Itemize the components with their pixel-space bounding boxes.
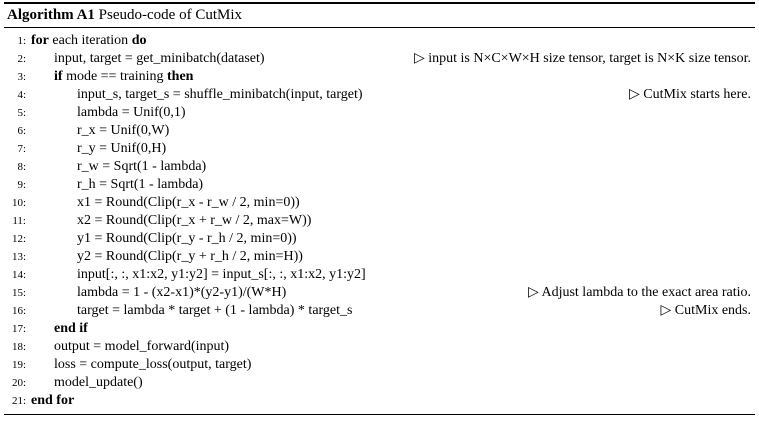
- line-number: 4:: [17, 89, 26, 101]
- code-line: [4, 356, 755, 374]
- code-text: [54, 338, 229, 356]
- statement: r_w = Sqrt(1 - lambda): [77, 159, 207, 174]
- code-line: [4, 32, 755, 50]
- code-line: [4, 374, 755, 392]
- statement: each iteration: [48, 33, 132, 48]
- statement: input, target = get_minibatch(dataset): [54, 51, 265, 66]
- line-number: 18:: [11, 341, 26, 353]
- line-number: 6:: [17, 125, 26, 137]
- algorithm-title: Pseudo-code of CutMix: [98, 7, 242, 23]
- line-comment: [528, 284, 751, 302]
- code-line: [4, 338, 755, 356]
- statement: r_h = Sqrt(1 - lambda): [77, 177, 204, 192]
- statement: loss = compute_loss(output, target): [54, 357, 252, 372]
- statement: target = lambda * target + (1 - lambda) * target_s: [77, 303, 353, 318]
- algorithm-label: Algorithm A1: [7, 7, 95, 23]
- comment-text: Adjust lambda to the exact area ratio.: [541, 285, 751, 300]
- statement: lambda = Unif(0,1): [77, 105, 186, 120]
- code-line: [4, 104, 755, 122]
- line-number: 15:: [11, 287, 26, 299]
- code-text: [77, 104, 186, 122]
- keyword: do: [131, 33, 147, 48]
- comment-triangle-icon: ▷: [629, 87, 640, 102]
- line-number: 14:: [11, 269, 26, 281]
- line-number: 10:: [11, 197, 26, 209]
- statement: input_s, target_s = shuffle_minibatch(input, target): [77, 87, 363, 102]
- statement: x1 = Round(Clip(r_x - r_w / 2, min=0)): [77, 195, 300, 210]
- comment-text: CutMix ends.: [674, 303, 751, 318]
- line-number: 3:: [17, 71, 26, 83]
- code-line: [4, 122, 755, 140]
- code-line: [4, 194, 755, 212]
- code-text: [54, 68, 193, 86]
- comment-triangle-icon: ▷: [527, 285, 539, 300]
- keyword: then: [167, 69, 194, 84]
- top-rule: [4, 2, 755, 4]
- line-number: 13:: [11, 251, 26, 263]
- statement: mode == training: [62, 69, 168, 84]
- code-line: [4, 230, 755, 248]
- code-text: [77, 284, 286, 302]
- code-text: [77, 248, 303, 266]
- code-line: [4, 266, 755, 284]
- code-text: [77, 122, 169, 140]
- keyword: end for: [31, 393, 75, 408]
- statement: model_update(): [54, 375, 143, 390]
- keyword: for: [31, 33, 49, 48]
- code-line: [4, 392, 755, 410]
- statement: r_y = Unif(0,H): [77, 141, 167, 156]
- code-line: [4, 212, 755, 230]
- statement: lambda = 1 - (x2-x1)*(y2-y1)/(W*H): [77, 285, 287, 300]
- line-number: 11:: [12, 215, 26, 227]
- code-line: [4, 284, 755, 302]
- statement: y1 = Round(Clip(r_y - r_h / 2, min=0)): [77, 231, 297, 246]
- comment-triangle-icon: ▷: [660, 303, 672, 318]
- code-lines: [4, 32, 755, 410]
- line-number: 20:: [11, 377, 26, 389]
- bottom-rule: [4, 414, 755, 415]
- line-number: 8:: [17, 161, 26, 173]
- code-text: [54, 50, 265, 68]
- code-line: [4, 86, 755, 104]
- comment-text: CutMix starts here.: [643, 87, 751, 102]
- code-text: [54, 374, 143, 392]
- line-number: 5:: [17, 107, 26, 119]
- comment-triangle-icon: ▷: [413, 51, 425, 66]
- line-number: 2:: [17, 53, 26, 65]
- line-comment: [629, 86, 751, 104]
- code-text: [77, 302, 353, 320]
- code-text: [77, 266, 366, 284]
- code-text: [77, 212, 311, 230]
- statement: y2 = Round(Clip(r_y + r_h / 2, min=H)): [77, 249, 303, 264]
- statement: x2 = Round(Clip(r_x + r_w / 2, max=W)): [77, 213, 312, 228]
- code-text: [77, 194, 300, 212]
- algorithm-caption: [7, 6, 242, 24]
- code-text: [77, 230, 297, 248]
- code-text: [31, 32, 146, 50]
- code-line: [4, 158, 755, 176]
- code-text: [77, 158, 206, 176]
- code-line: [4, 320, 755, 338]
- code-line: [4, 50, 755, 68]
- line-number: 1:: [17, 35, 26, 47]
- code-line: [4, 176, 755, 194]
- code-text: [54, 356, 251, 374]
- keyword: if: [54, 69, 63, 84]
- caption-rule: [4, 27, 755, 28]
- line-number: 21:: [11, 395, 26, 407]
- statement: output = model_forward(input): [54, 339, 230, 354]
- code-line: [4, 248, 755, 266]
- statement: input[:, :, x1:x2, y1:y2] = input_s[:, :, x1:x2, y1:y2]: [77, 267, 366, 282]
- code-line: [4, 140, 755, 158]
- code-text: [31, 392, 74, 410]
- code-text: [77, 140, 166, 158]
- keyword: end if: [54, 321, 88, 336]
- line-comment: [660, 302, 751, 320]
- line-number: 19:: [11, 359, 26, 371]
- code-text: [54, 320, 88, 338]
- line-comment: [414, 50, 751, 68]
- code-text: [77, 86, 363, 104]
- line-number: 12:: [11, 233, 26, 245]
- code-line: [4, 68, 755, 86]
- code-text: [77, 176, 203, 194]
- line-number: 9:: [17, 179, 26, 191]
- line-number: 17:: [11, 323, 26, 335]
- line-number: 7:: [17, 143, 26, 155]
- code-line: [4, 302, 755, 320]
- statement: r_x = Unif(0,W): [77, 123, 170, 138]
- comment-text: input is N×C×W×H size tensor, target is N×K size tensor.: [428, 51, 751, 66]
- line-number: 16:: [11, 305, 26, 317]
